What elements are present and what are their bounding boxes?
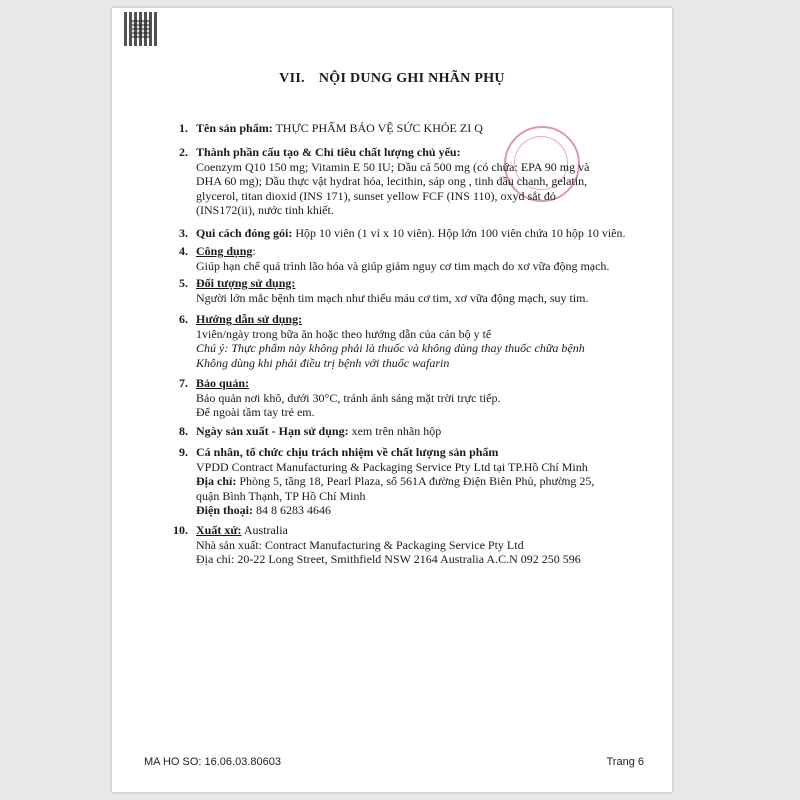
qr-code bbox=[124, 12, 158, 46]
item-target-users: 5. Đối tượng sử dụng: Người lớn mắc bệnh tim mạch như thiếu máu cơ tim, xơ vữa động mạch, suy tim. bbox=[179, 276, 589, 305]
item-product-name: 1. Tên sản phẩm: THỰC PHẨM BẢO VỆ SỨC KHỎE ZI Q bbox=[179, 121, 483, 135]
item-uses: 4. Công dụng: Giúp hạn chế quá trình lão hóa và giúp giảm nguy cơ tim mạch do xơ vữa động mạch. bbox=[179, 244, 610, 273]
file-number: MA HO SO: 16.06.03.80603 bbox=[144, 756, 281, 768]
section-heading: VII. NỘI DUNG GHI NHÃN PHỤ bbox=[279, 71, 505, 86]
item-usage-instructions: 6. Hướng dẫn sử dụng: 1viên/ngày trong bữa ăn hoặc theo hướng dẫn của cán bộ y tế Chú ý: Thực phẩm này không phải là thuốc và không dùng thay thuốc chữa bệnh Không dùng khi phải điều trị bệnh với thuốc wafarin bbox=[179, 312, 585, 370]
item-responsible-party: 9. Cá nhân, tổ chức chịu trách nhiệm về chất lượng sản phẩm VPDD Contract Manufacturing & Packaging Service Pty Ltd tại TP.Hồ Chí Minh Địa chỉ: Phòng 5, tầng 18, Pearl Plaza, số 561A đường Điện Biên Phủ, phường 25, quận Bình Thạnh, TP Hồ Chí Minh Điện thoại: 84 8 6283 4646 bbox=[179, 445, 595, 517]
item-ingredients: 2. Thành phần cấu tạo & Chỉ tiêu chất lượng chủ yếu: Coenzym Q10 150 mg; Vitamin E 50 IU; Dầu cá 500 mg (có chứa: EPA 90 mg và DHA 60 mg); Dầu thực vật hydrat hóa, lecithin, sáp ong , tinh dầu chanh, gelatin, glycerol, titan dioxid (INS 171), sunset yellow FCF (INS 110), oxyd sắt đỏ (INS172(ii), nước tinh khiết. bbox=[179, 145, 590, 217]
heading-title: NỘI DUNG GHI NHÃN PHỤ bbox=[318, 71, 505, 86]
page-number: Trang 6 bbox=[606, 756, 644, 768]
document-page bbox=[112, 8, 672, 792]
item-packaging: 3. Qui cách đóng gói: Hộp 10 viên (1 vỉ x 10 viên). Hộp lớn 100 viên chứa 10 hộp 10 viên. bbox=[179, 226, 626, 240]
item-dates: 8. Ngày sản xuất - Hạn sử dụng: xem trên nhãn hộp bbox=[179, 424, 442, 438]
item-origin: 10. Xuất xứ: Australia Nhà sản xuất: Contract Manufacturing & Packaging Service Pty Ltd Địa chỉ: 20-22 Long Street, Smithfield NSW 2164 Australia A.C.N 092 250 596 bbox=[173, 523, 581, 566]
item-storage: 7. Bảo quản: Bảo quản nơi khô, dưới 30°C, tránh ánh sáng mặt trời trực tiếp. Để ngoài tầm tay trẻ em. bbox=[179, 376, 501, 419]
